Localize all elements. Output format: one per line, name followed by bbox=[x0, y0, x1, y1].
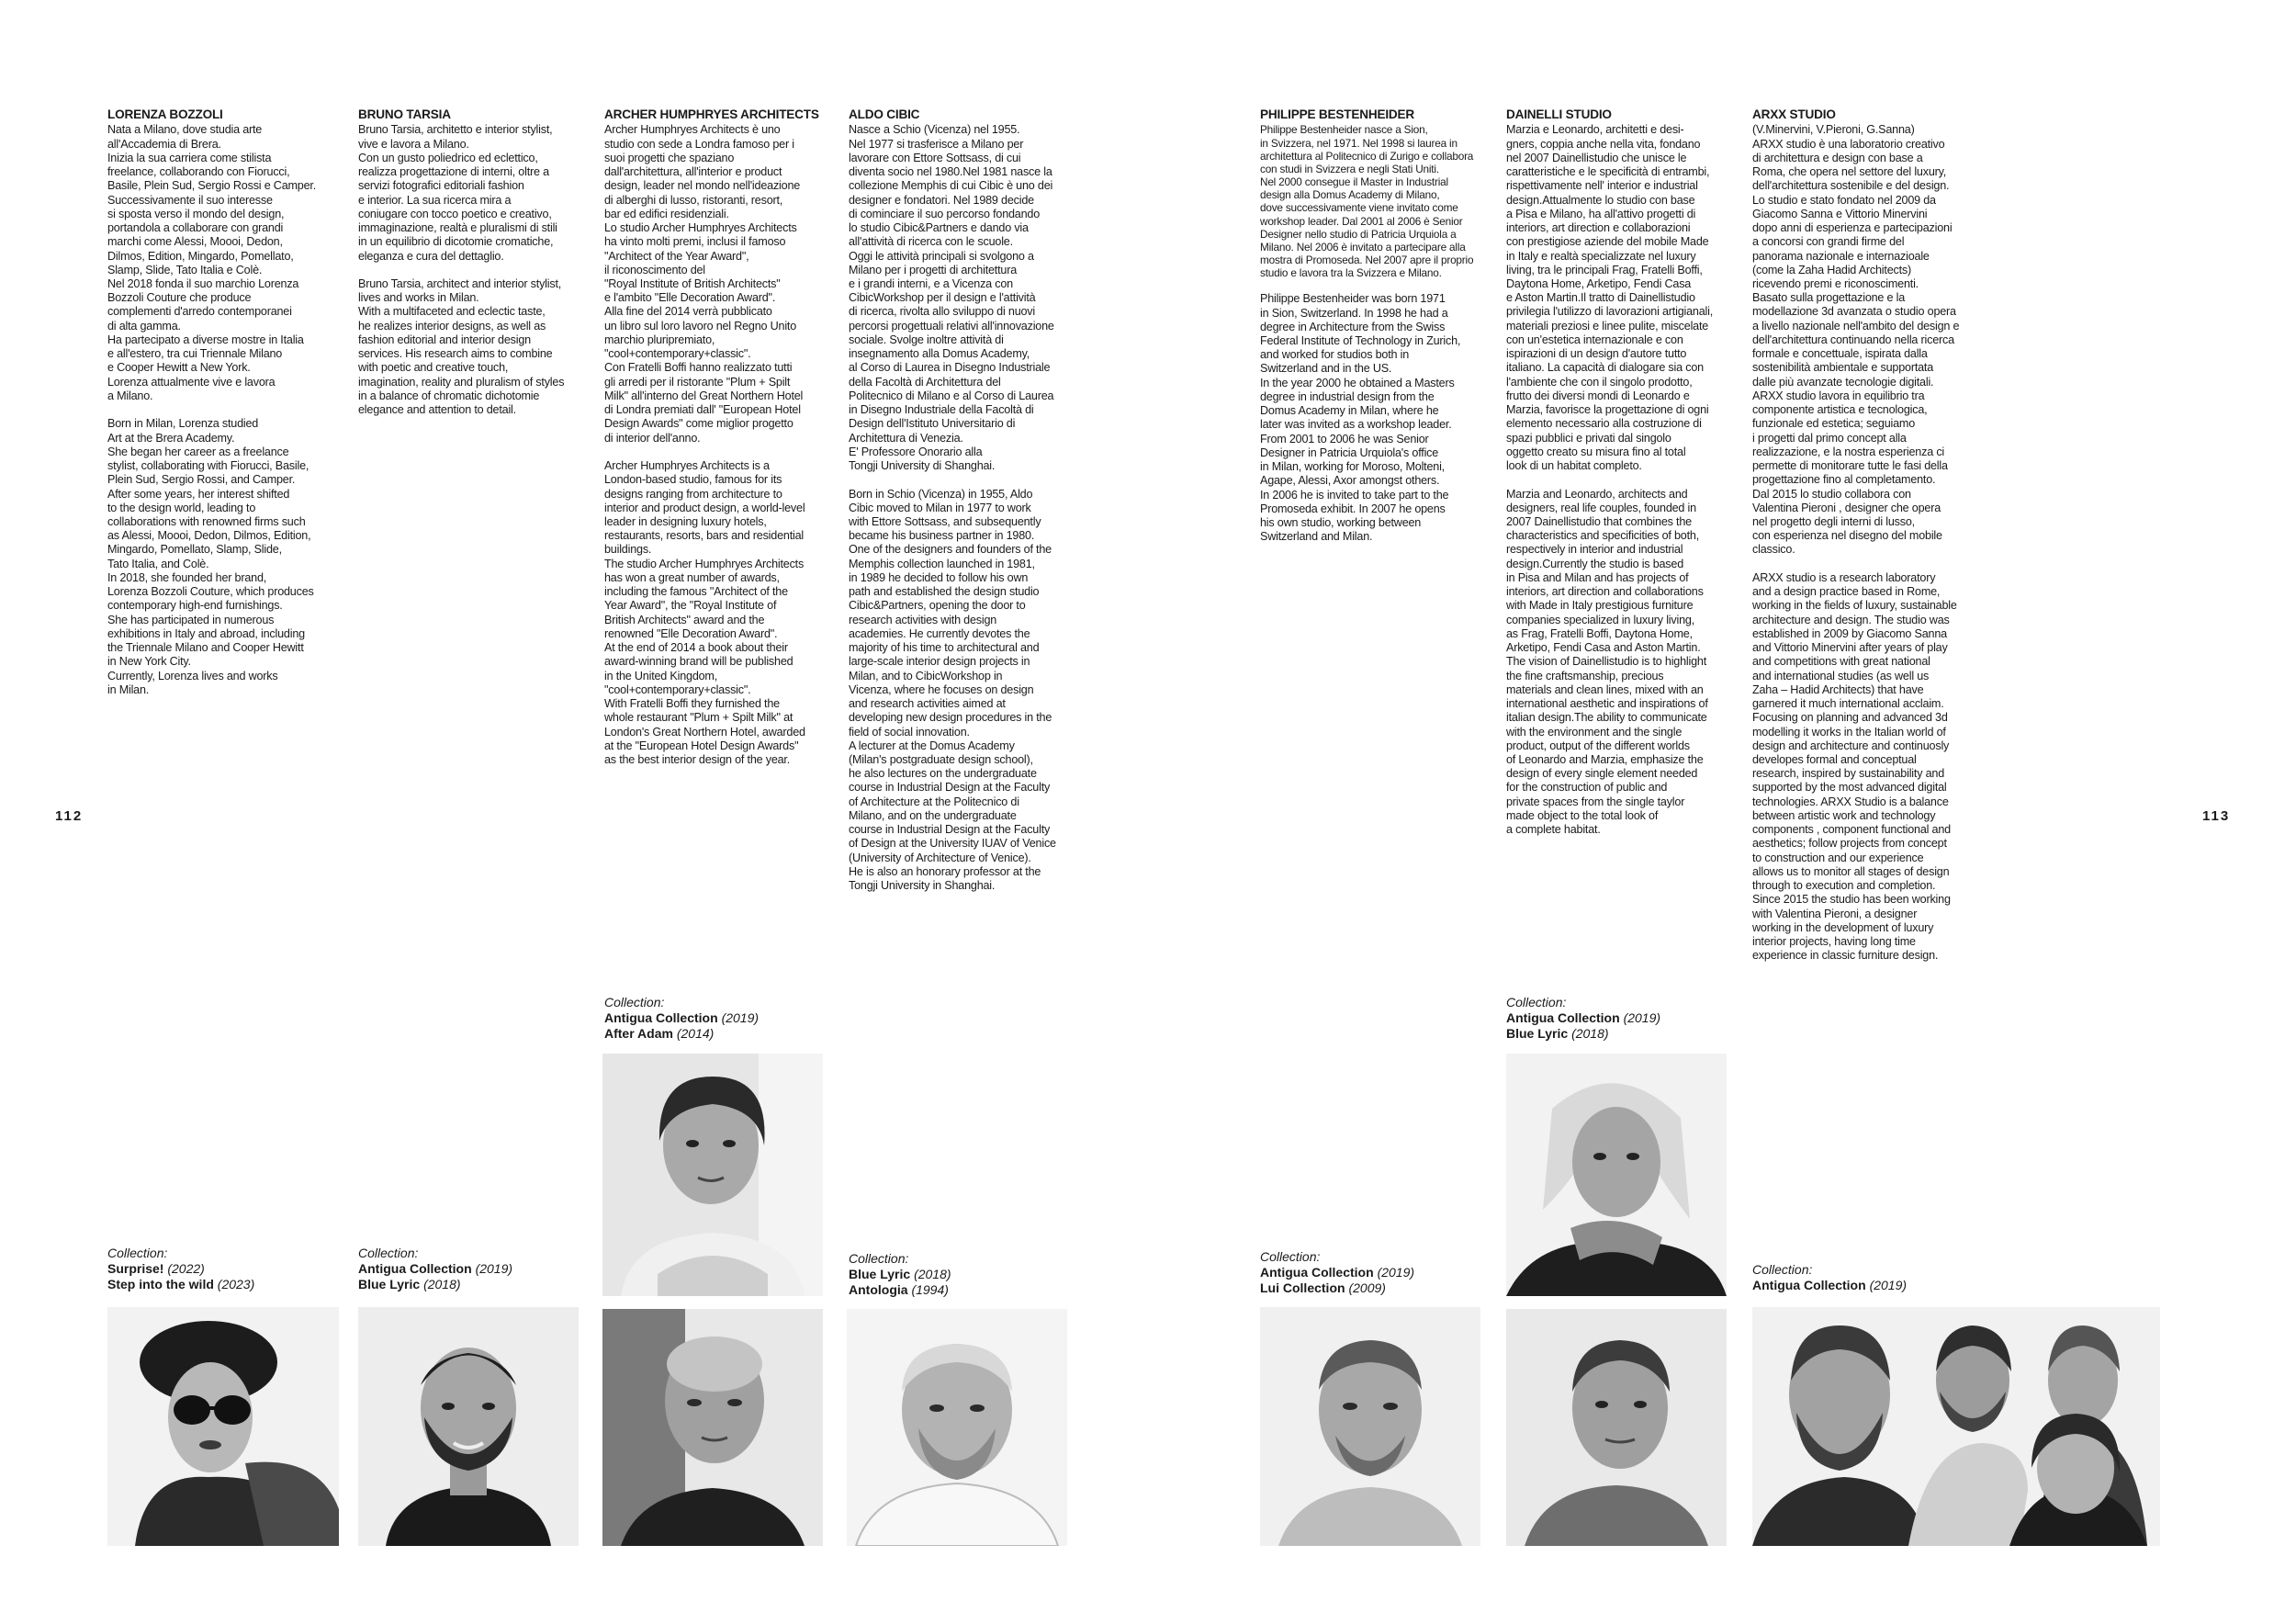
portrait-archer-humphryes-woman bbox=[602, 1054, 823, 1296]
collection-block-bruno-tarsia bbox=[358, 1246, 512, 1292]
portrait-dainelli-marzia bbox=[1506, 1054, 1727, 1296]
designer-bio: Nata a Milano, dove studia arte all'Accademia di Brera. Inizia la sua carriera come stilista freelance, collaborando con Fiorucci, Basile, Plein Sud, Sergio Rossi e Camper. Successivamente il suo interesse si sposta verso il mondo del design, portandola a collaborare con grandi marchi come Alessi, Moooi, Dedon, Dilmos, Edition, Mingardo, Pomellato, Slamp, Slide, Tato Italia e Colè. Nel 2018 fonda il suo marchio Lorenza Bozzoli Couture che produce complementi d'arredo contemporanei di alta gamma. Ha partecipato a diverse mostre in Italia e all'estero, tra cui Triennale Milano e Cooper Hewitt a New York. Lorenza attualmente vive e lavora a Milano. Born in Milan, Lorenza studied Art at the Brera Academy. She began her career as a freelance stylist, collaborating with Fiorucci, Basile, Plein Sud, Sergio Rossi, and Camper. After some years, her interest shifted to the design world, leading to collaborations with renowned firms such as Alessi, Moooi, Dedon, Dilmos, Edition, Mingardo, Pomellato, Slamp, Slide, Tato Italia, and Colè. In 2018, she founded her brand, Lorenza Bozzoli Couture, which produces contemporary high-end furnishings. She has participated in numerous exhibitions in Italy and abroad, including the Triennale Milano and Cooper Hewitt in New York City. Currently, Lorenza lives and works in Milan. bbox=[107, 123, 316, 696]
collection-item: Antigua Collection (2019) bbox=[604, 1010, 760, 1026]
designer-philippe-bestenheider bbox=[1260, 107, 1506, 545]
portrait-dainelli-leonardo bbox=[1506, 1309, 1727, 1546]
portrait-arxx-studio-group bbox=[1752, 1307, 2160, 1546]
collection-label: Collection: bbox=[1752, 1262, 1813, 1277]
collection-label: Collection: bbox=[604, 995, 665, 1009]
designer-aldo-cibic bbox=[849, 107, 1097, 893]
collection-item: Surprise! (2022) bbox=[107, 1261, 205, 1277]
collection-item: Lui Collection (2009) bbox=[1260, 1280, 1386, 1296]
designer-name: ARXX STUDIO bbox=[1752, 107, 1836, 121]
designer-arxx-studio bbox=[1752, 107, 2009, 964]
collection-item: Antigua Collection (2019) bbox=[358, 1261, 513, 1277]
portrait-philippe-bestenheider bbox=[1260, 1307, 1480, 1546]
designer-bio: Archer Humphryes Architects è uno studio con sede a Londra famoso per i suoi progetti che spaziano dall'architettura, all'interior e product design, leader nel mondo nell'ideazione di alberghi di lusso, ristoranti, resort, bar ed edifici residenziali. Lo studio Archer Humphryes Architects ha vinto molti premi, inclusi il famoso "Architect of the Year Award", il riconoscimento del "Royal Institute of British Architects" e l'ambito "Elle Decoration Award". Alla fine del 2014 verrà pubblicato un libro sul loro lavoro nel Regno Unito marchio pluripremiato, "cool+contemporary+classic". Con Fratelli Boffi hanno realizzato tutti gli arredi per il ristorante "Plum + Spilt Milk" all'interno del Great Northern Hotel di Londra premiati dall' "European Hotel Design Awards" come miglior progetto di interior dell'anno. Archer Humphryes Architects is a London-based studio, famous for its designs ranging from architecture to interior and product design, a world-level leader in designing luxury hotels, restaurants, resorts, bars and residential buildings. The studio Archer Humphryes Architects has won a great number of awards, including the famous "Architect of the Year Award", the "Royal Institute of British Architects" award and the renowned "Elle Decoration Award". At the end of 2014 a book about their award-winning brand will be published in the United Kingdom, "cool+contemporary+classic". With Fratelli Boffi they furnished the whole restaurant "Plum + Spilt Milk" at London's Great Northern Hotel, awarded at the "European Hotel Design Awards" as the best interior design of the year. bbox=[604, 123, 805, 766]
collection-block-philippe-bestenheider bbox=[1260, 1249, 1414, 1296]
designer-name: DAINELLI STUDIO bbox=[1506, 107, 1612, 121]
collection-item: Antigua Collection (2019) bbox=[1752, 1278, 1908, 1293]
designer-name: ALDO CIBIC bbox=[849, 107, 920, 121]
designer-bio: (V.Minervini, V.Pieroni, G.Sanna) ARXX studio è una laboratorio creativo di architettura e design con base a Roma, che opera nel settore del luxury, dell'architettura sostenibile e del design. Lo studio e stato fondato nel 2009 da Giacomo Sanna e Vittorio Minervini dopo anni di esperienza e partecipazioni a concorsi con grandi firme del panorama nazionale e internazioale (come la Zaha Hadid Architects) ricevendo premi e riconoscimenti. Basato sulla progettazione e la modellazione 3d avanzata o studio opera a livello nazionale nell'ambito del design e dell'architettura continuando nella ricerca formale e concettuale, ispirata dalla sostenibilità ambientale e supportata dalle più avanzate tecnologie digitali. ARXX studio lavora in equilibrio tra componente artistica e tecnologica, funzionale ed estetica; seguiamo i progetti dal primo concept alla realizzazione, e la nostra esperienza ci permette di monitorare tutte le fasi della progettazione fino al completamento. Dal 2015 lo studio collabora con Valentina Pieroni , designer che opera nel progetto degli interni di lusso, con esperienza nel disegno del mobile classico. ARXX studio is a research laboratory and a design practice based in Rome, working in the fields of luxury, sustainable architecture and design. The studio was established in 2009 by Giacomo Sanna and Vittorio Minervini after years of play and competitions with great national and international studies (as well us Zaha – Hadid Architects) that have garnered it much international acclaim. Focusing on planning and advanced 3d modelling it works in the Italian world of design and architecture and continuosly developes formal and conceptual research, inspired by sustainability and supported by the most advanced digital technologies. ARXX Studio is a balance between artistic work and technology components , component functional and aesthetics; follow projects from concept to construction and our experience allows us to monitor all stages of design through to execution and completion. Since 2015 the studio has been working with Valentina Pieroni, a designer working in the development of luxury interior projects, having long time experience in classic furniture design. bbox=[1752, 123, 1960, 963]
collection-item: Antigua Collection (2019) bbox=[1260, 1265, 1415, 1280]
collection-item: Blue Lyric (2018) bbox=[358, 1277, 461, 1292]
collection-item: Antologia (1994) bbox=[849, 1282, 949, 1298]
collection-item: Step into the wild (2023) bbox=[107, 1277, 255, 1292]
collection-block-archer-humphryes bbox=[604, 995, 759, 1042]
designer-name: BRUNO TARSIA bbox=[358, 107, 451, 121]
page-number-right: 113 bbox=[2202, 808, 2231, 824]
portrait-lorenza-bozzoli bbox=[107, 1307, 339, 1546]
designer-name: LORENZA BOZZOLI bbox=[107, 107, 223, 121]
designer-bio: Philippe Bestenheider was born 1971 in Sion, Switzerland. In 1998 he had a degree in Architecture from the Swiss Federal Institute of Technology in Zurich, and worked for studios both in Switzerland and in the US. In the year 2000 he obtained a Masters degree in industrial design from the Domus Academy in Milan, where he later was invited as a workshop leader. From 2001 to 2006 he was Senior Designer in Patricia Urquiola's office in Milan, working for Moroso, Molteni, Agape, Alessi, Axor amongst others. In 2006 he is invited to take part to the Promoseda exhibit. In 2007 he opens his own studio, working between Switzerland and Milan. bbox=[1260, 292, 1461, 544]
collection-label: Collection: bbox=[1506, 995, 1567, 1009]
collection-item: Blue Lyric (2018) bbox=[1506, 1026, 1609, 1042]
collection-item: After Adam (2014) bbox=[604, 1026, 715, 1042]
portrait-archer-humphryes-man bbox=[602, 1309, 823, 1546]
page-number-left: 112 bbox=[55, 808, 84, 824]
collection-block-dainelli-studio bbox=[1506, 995, 1660, 1042]
designer-lorenza-bozzoli bbox=[107, 107, 346, 697]
designer-bio: Bruno Tarsia, architetto e interior stylist, vive e lavora a Milano. Con un gusto poliedrico ed eclettico, realizza progettazione di interni, oltre a servizi fotografici editoriali fashion e interior. La sua ricerca mira a coniugare con tocco poetico e creativo, immaginazione, realtà e pluralismi di stili in un equilibrio di dicotomie cromatiche, eleganza e cura del dettaglio. Bruno Tarsia, architect and interior stylist, lives and works in Milan. With a multifaceted and eclectic taste, he realizes interior designs, as well as fashion editorial and interior design services. His research aims to combine with poetic and creative touch, imagination, reality and pluralism of styles in a balance of chromatic dichotomie elegance and attention to detail. bbox=[358, 123, 565, 417]
collection-item: Antigua Collection (2019) bbox=[1506, 1010, 1661, 1026]
designer-bio-italian: Philippe Bestenheider nasce a Sion, in Svizzera, nel 1971. Nel 1998 si laurea in architettura al Politecnico di Zurigo e collabora con studi in Svizzera e negli Stati Uniti. Nel 2000 consegue il Master in Industrial design alla Domus Academy di Milano, dove successivamente viene invitato come workshop leader. Dal 2001 al 2006 è Senior Designer nello studio di Patricia Urquiola a Milano. Nel 2006 è invitato a partecipare alla mostra di Promoseda. Nel 2007 apre il proprio studio e lavora tra la Svizzera e Milano. bbox=[1260, 123, 1474, 280]
collection-label: Collection: bbox=[358, 1246, 419, 1260]
collection-label: Collection: bbox=[1260, 1249, 1321, 1264]
collection-label: Collection: bbox=[107, 1246, 168, 1260]
collection-block-lorenza-bozzoli bbox=[107, 1246, 254, 1292]
collection-label: Collection: bbox=[849, 1251, 909, 1266]
designer-archer-humphryes bbox=[604, 107, 848, 767]
collection-item: Blue Lyric (2018) bbox=[849, 1267, 951, 1282]
designer-bio: Nasce a Schio (Vicenza) nel 1955. Nel 1977 si trasferisce a Milano per lavorare con Ettore Sottsass, di cui diventa socio nel 1980.Nel 1981 nasce la collezione Memphis di cui Cibic è uno dei designer e fondatori. Nel 1989 decide di cominciare il suo percorso fondando lo studio Cibic&Partners e dando via all'attività di ricerca con le scuole. Oggi le attività principali si svolgono a Milano per i progetti di architettura e i grandi interni, e a Vicenza con CibicWorkshop per il design e l'attività di ricerca, rivolta allo sviluppo di nuovi percorsi progettuali relativi all'innovazione sociale. Svolge inoltre attività di insegnamento alla Domus Academy, al Corso di Laurea in Disegno Industriale della Facoltà di Architettura del Politecnico di Milano e al Corso di Laurea in Disegno Industriale della Facoltà di Design dell'Istituto Universitario di Architettura di Venezia. E' Professore Onorario alla Tongji University di Shanghai. Born in Schio (Vicenza) in 1955, Aldo Cibic moved to Milan in 1977 to work with Ettore Sottsass, and subsequently became his business partner in 1980. One of the designers and founders of the Memphis collection launched in 1981, in 1989 he decided to follow his own path and established the design studio Cibic&Partners, opening the door to research activities with design academies. He currently devotes the majority of his time to architectural and large-scale interior design projects in Milan, and to CibicWorkshop in Vicenza, where he focuses on design and research activities aimed at developing new design procedures in the field of social innovation. A lecturer at the Domus Academy (Milan's postgraduate design school), he also lectures on the undergraduate course in Industrial Design at the Faculty of Architecture at the Politecnico di Milano, and on the undergraduate course in Industrial Design at the Faculty of Design at the University IUAV of Venice (University of Architecture of Venice). He is also an honorary professor at the Tongji University in Shanghai. bbox=[849, 123, 1056, 893]
portrait-aldo-cibic bbox=[847, 1309, 1067, 1546]
designer-bruno-tarsia bbox=[358, 107, 597, 417]
collection-block-aldo-cibic bbox=[849, 1251, 951, 1298]
collection-block-arxx-studio bbox=[1752, 1262, 1907, 1293]
designer-name: ARCHER HUMPHRYES ARCHITECTS bbox=[604, 107, 819, 121]
designer-bio: Marzia e Leonardo, architetti e desi- gners, coppia anche nella vita, fondano nel 2007 Dainellistudio che unisce le caratteristiche e le specificità di entrambi, rispettivamente nell' interior e industrial design.Attualmente lo studio con base a Pisa e Milano, ha all'attivo progetti di interiors, art direction e collaborazioni con prestigiose aziende del mobile Made in Italy e realtà specializzate nel luxury living, tra le principali Frag, Fratelli Boffi, Daytona Home, Arketipo, Fendi Casa e Aston Martin.Il tratto di Dainellistudio privilegia l'utilizzo di lavorazioni artigianali, materiali preziosi e linee pulite, miscelate con un'estetica internazionale e con ispirazioni di un design d'autore tutto italiano. La capacità di dialogare sia con l'ambiente che con il singolo prodotto, frutto dei diversi mondi di Leonardo e Marzia, favorisce la progettazione di ogni elemento necessario alla costruzione di spazi pubblici e privati dal singolo oggetto creato su misura fino al total look di un habitat completo. Marzia and Leonardo, architects and designers, real life couples, founded in 2007 Dainellistudio that combines the characteristics and specificities of both, respectively in interior and industrial design.Currently the studio is based in Pisa and Milan and has projects of interiors, art direction and collaborations with Made in Italy prestigious furniture companies specialized in luxury living, as Frag, Fratelli Boffi, Daytona Home, Arketipo, Fendi Casa and Aston Martin. The vision of Dainellistudio is to highlight the fine craftsmanship, precious materials and clean lines, mixed with an international aesthetic and inspirations of italian design.The ability to communicate with the environment and the single product, output of the different worlds of Leonardo and Marzia, emphasize the design of every single element needed for the construction of public and private spaces from the single taylor made object to the total look of a complete habitat. bbox=[1506, 123, 1713, 837]
designer-dainelli-studio bbox=[1506, 107, 1754, 837]
designer-name: PHILIPPE BESTENHEIDER bbox=[1260, 107, 1415, 121]
portrait-bruno-tarsia bbox=[358, 1307, 579, 1546]
